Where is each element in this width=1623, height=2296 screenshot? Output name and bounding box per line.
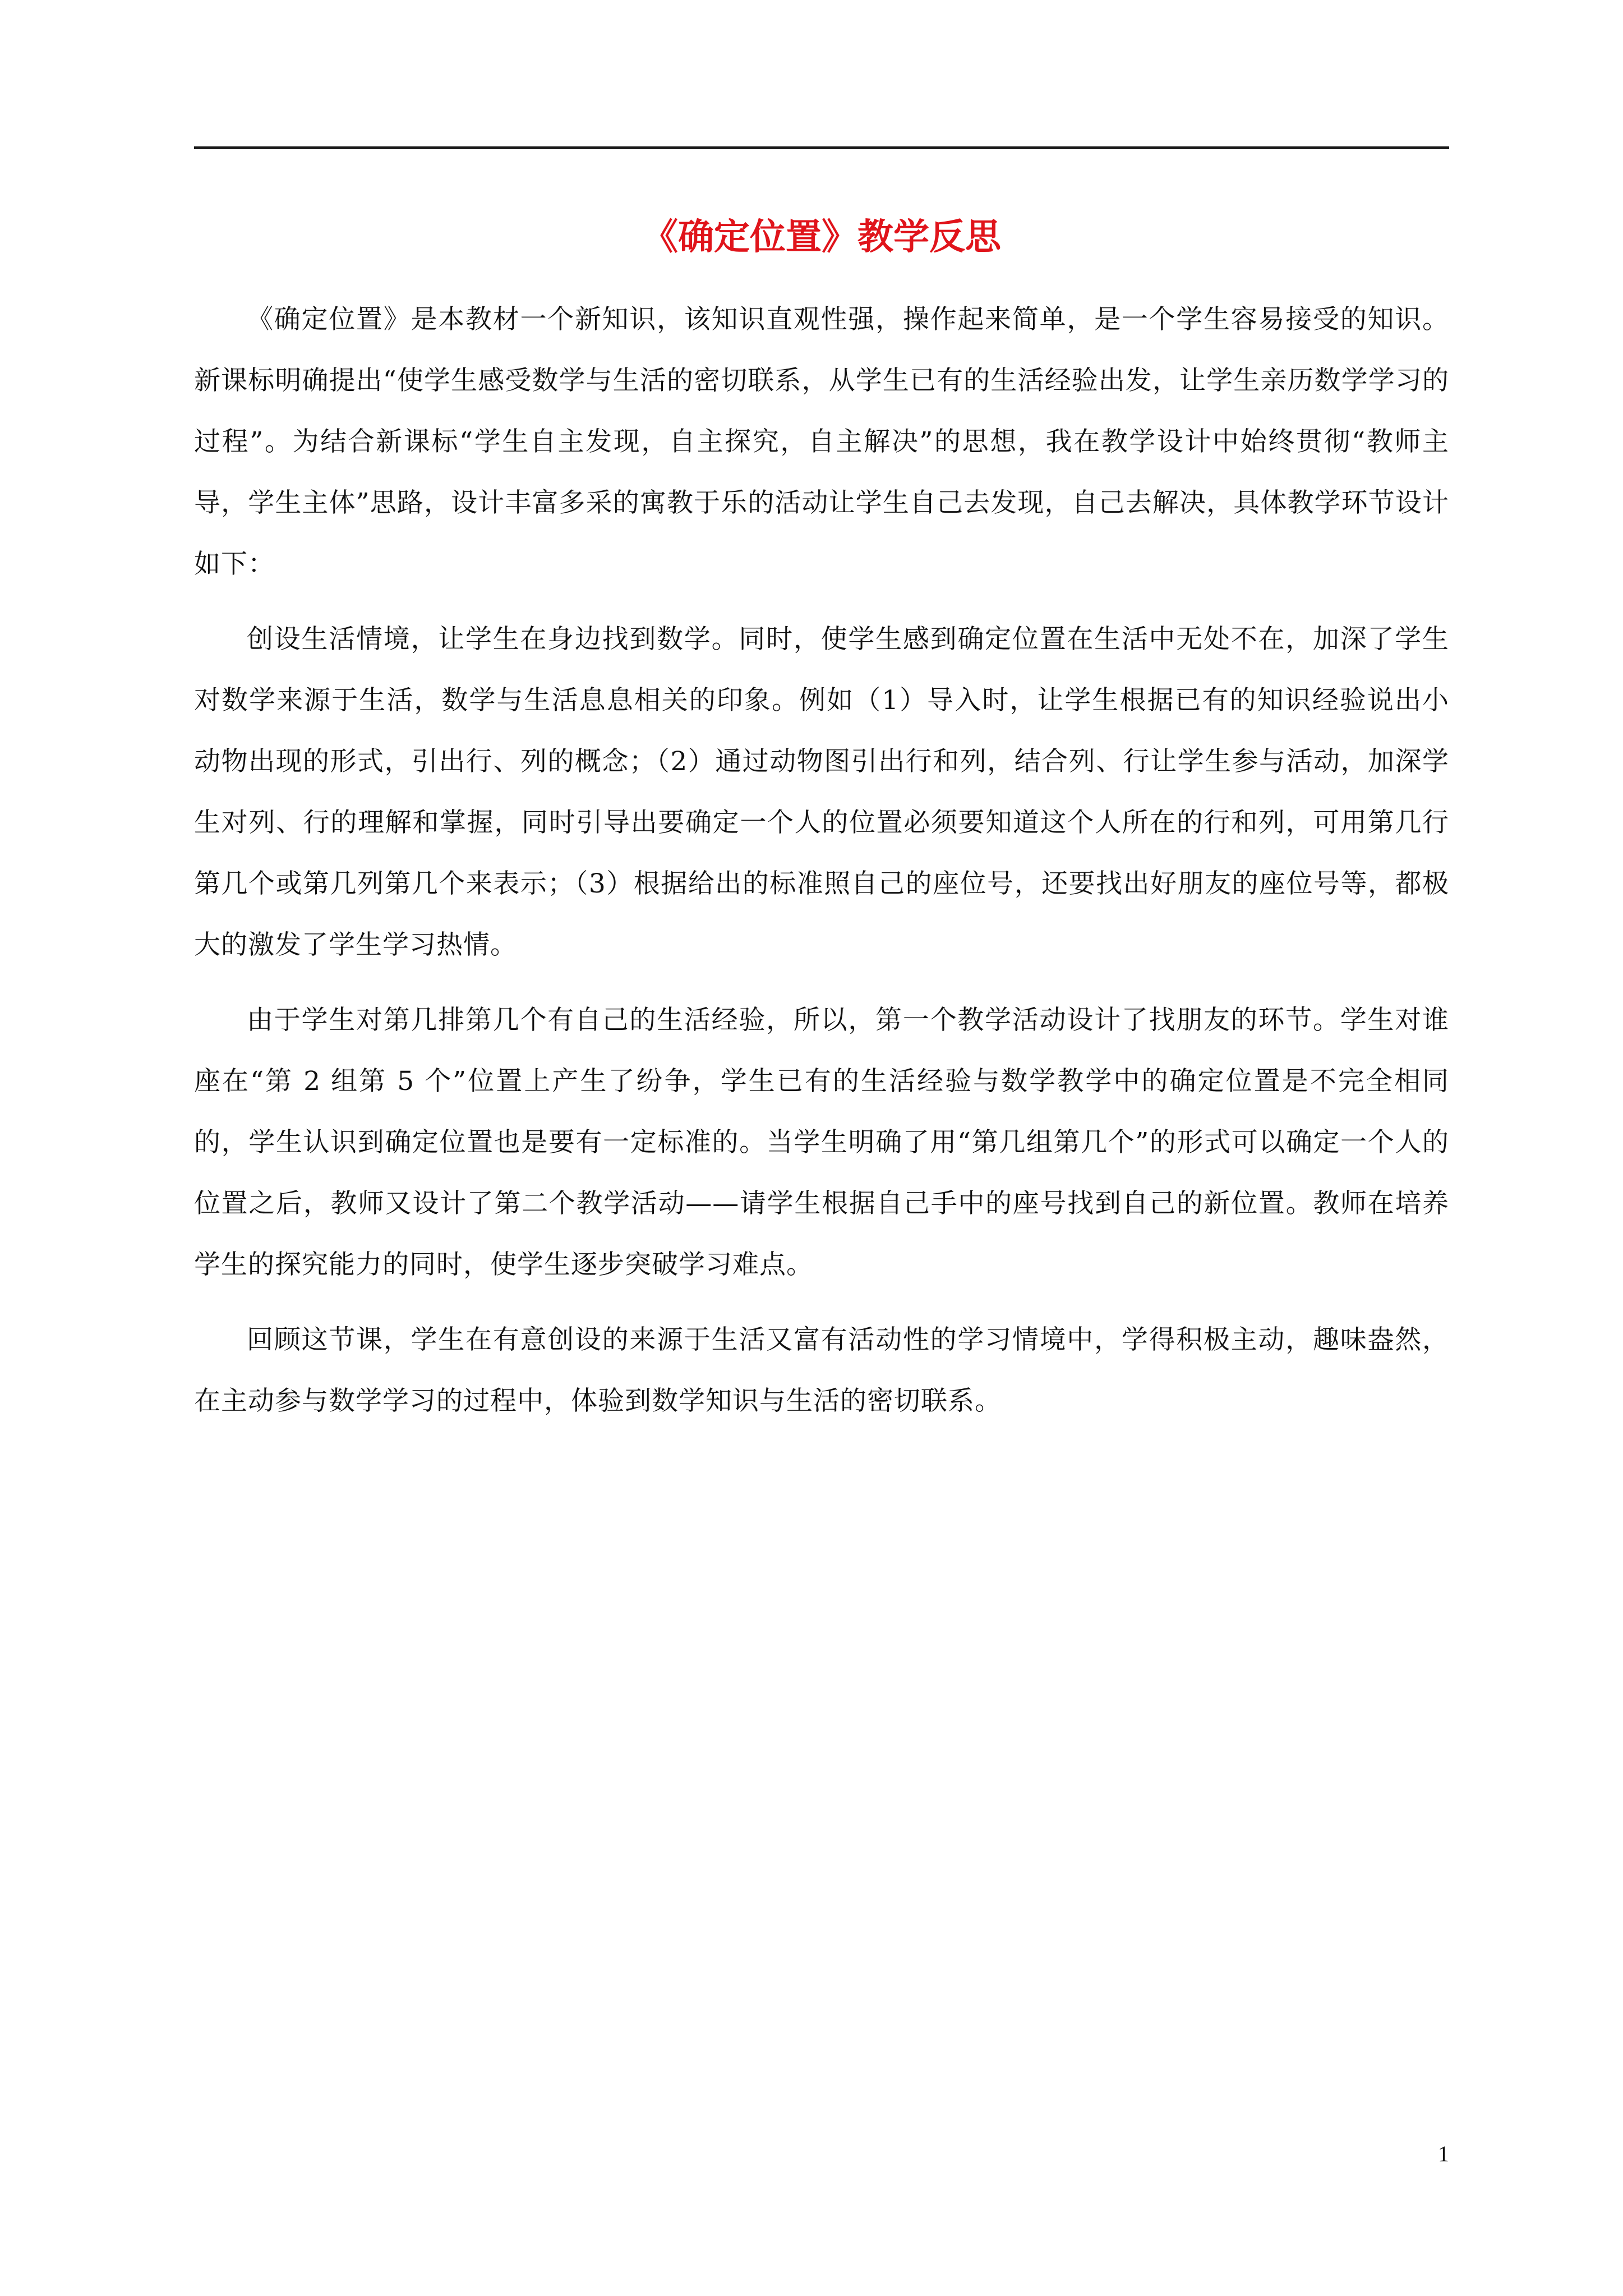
document-body xyxy=(194,289,1449,1446)
page-number: 1 xyxy=(1438,2141,1449,2166)
paragraph-activities: 由于学生对第几排第几个有自己的生活经验，所以，第一个教学活动设计了找朋友的环节。学生对谁座在“第 2 组第 5 个”位置上产生了纷争，学生已有的生活经验与数学教学中的确定位置是不完全相同的，学生认识到确定位置也是要有一定标准的。当学生明确了用“第几组第几个”的形式可以确定一个人的位置之后，教师又设计了第二个教学活动——请学生根据自己手中的座号找到自己的新位置。教师在培养学生的探究能力的同时，使学生逐步突破学习难点。 xyxy=(194,1005,1449,1280)
paragraph-situation: 创设生活情境，让学生在身边找到数学。同时，使学生感到确定位置在生活中无处不在，加深了学生对数学来源于生活，数学与生活息息相关的印象。例如（1）导入时，让学生根据已有的知识经验说出小动物出现的形式，引出行、列的概念；（2）通过动物图引出行和列，结合列、行让学生参与活动，加深学生对列、行的理解和掌握，同时引导出要确定一个人的位置必须要知道这个人所在的行和列，可用第几行第几个或第几列第几个来表示；（3）根据给出的标准照自己的座位号，还要找出好朋友的座位号等，都极大的激发了学生学习热情。 xyxy=(194,624,1449,960)
paragraph-intro: 《确定位置》是本教材一个新知识，该知识直观性强，操作起来简单，是一个学生容易接受的知识。新课标明确提出“使学生感受数学与生活的密切联系，从学生已有的生活经验出发，让学生亲历数学学习的过程”。为结合新课标“学生自主发现，自主探究，自主解决”的思想，我在教学设计中始终贯彻“教师主导，学生主体”思路，设计丰富多采的寓教于乐的活动让学生自己去发现，自己去解决，具体教学环节设计如下： xyxy=(194,304,1449,579)
paragraph-review: 回顾这节课，学生在有意创设的来源于生活又富有活动性的学习情境中，学得积极主动，趣味盎然，在主动参与数学学习的过程中，体验到数学知识与生活的密切联系。 xyxy=(194,1324,1449,1416)
header-rule xyxy=(194,146,1449,149)
document-title: 《确定位置》教学反思 xyxy=(642,217,1001,258)
